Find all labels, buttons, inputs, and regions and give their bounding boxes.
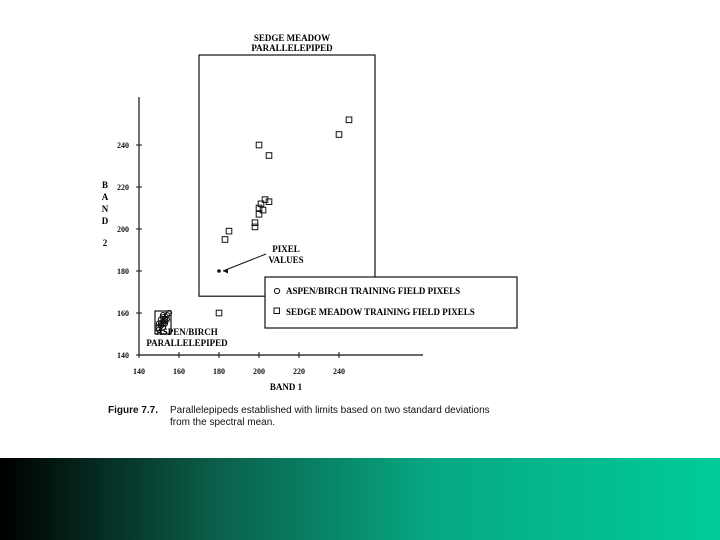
sedge-meadow-point — [222, 237, 228, 243]
figure-caption — [108, 405, 528, 429]
caption-line-2: from the spectral mean. — [170, 417, 276, 428]
sedge-meadow-point — [226, 228, 232, 234]
pixel-value-arrowhead — [223, 269, 228, 274]
y-tick-label: 140 — [117, 351, 129, 360]
y-axis-title-letter-b: B — [101, 180, 109, 190]
sedge-meadow-point — [266, 153, 272, 159]
sedge-meadow-point — [258, 201, 264, 207]
sedge-meadow-point — [256, 212, 262, 218]
x-tick-label: 220 — [293, 367, 305, 376]
sedge-meadow-point — [262, 197, 268, 203]
y-axis-title-letter-a: A — [101, 192, 109, 202]
x-axis-title: BAND 1 — [269, 382, 303, 392]
legend-label-aspen: ASPEN/BIRCH TRAINING FIELD PIXELS — [286, 286, 461, 296]
legend-label-sedge: SEDGE MEADOW TRAINING FIELD PIXELS — [286, 307, 475, 317]
legend-box — [265, 277, 517, 328]
caption-line-1: Parallelepipeds established with limits based on two standard deviations — [170, 405, 490, 416]
y-tick-label: 180 — [117, 267, 129, 276]
y-tick-label: 220 — [117, 183, 129, 192]
y-axis-title-number: 2 — [102, 238, 108, 248]
pixel-value-arrow — [223, 254, 266, 271]
y-tick-label: 160 — [117, 309, 129, 318]
y-axis-title-letter-d: D — [101, 216, 109, 226]
y-tick-label: 240 — [117, 141, 129, 150]
pixel-label-line1: PIXEL — [272, 244, 300, 254]
x-tick-label: 180 — [213, 367, 225, 376]
pixel-value-point — [217, 269, 221, 273]
sedge-meadow-point — [252, 224, 258, 230]
x-tick-label: 200 — [253, 367, 265, 376]
sedge-label-line2: PARALLELEPIPED — [251, 43, 333, 53]
aspen-label-line2: PARALLELEPIPED — [146, 338, 228, 348]
sedge-meadow-point — [256, 142, 262, 148]
sedge-meadow-point — [252, 220, 258, 226]
x-tick-label: 240 — [333, 367, 345, 376]
figure-number: Figure 7.7. — [108, 405, 159, 416]
legend — [265, 277, 517, 328]
pixel-label-line2: VALUES — [268, 255, 304, 265]
sedge-meadow-point — [336, 132, 342, 138]
y-axis-title-letter-n: N — [101, 204, 109, 214]
sedge-meadow-point — [216, 310, 222, 316]
x-tick-label: 140 — [133, 367, 145, 376]
sedge-label-line1: SEDGE MEADOW — [253, 33, 331, 43]
y-tick-label: 200 — [117, 225, 129, 234]
aspen-label-line1: ASPEN/BIRCH — [156, 327, 218, 337]
x-tick-label: 160 — [173, 367, 185, 376]
annotations — [102, 33, 333, 392]
footer-gradient-bar — [0, 458, 720, 540]
figure-caption-text — [170, 405, 528, 429]
sedge-meadow-point — [346, 117, 352, 123]
sedge-meadow-point — [260, 207, 266, 213]
sedge-meadow-point — [266, 199, 272, 205]
sedge-meadow-point — [256, 205, 262, 211]
